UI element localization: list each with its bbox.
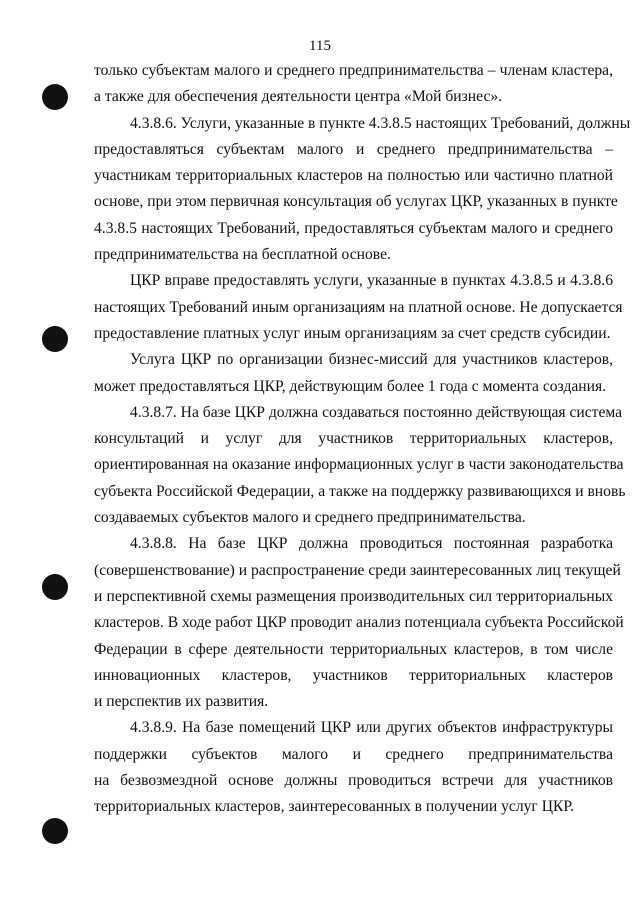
text-line: поддержки субъектов малого и среднего предпринимательства — [94, 745, 613, 763]
text-line: может предоставляться ЦКР, действующим более 1 года с момента создания. — [94, 377, 607, 395]
text-line: предпринимательства на бесплатной основе. — [94, 246, 391, 264]
text-line: территориальных кластеров, заинтересованных в получении услуг ЦКР. — [94, 798, 575, 816]
binder-hole-3 — [42, 574, 68, 600]
text-line: настоящих Требований иным организациям на платной основе. Не допускается — [94, 298, 623, 316]
text-line: 4.3.8.7. На базе ЦКР должна создаваться постоянно действующая система — [130, 403, 623, 421]
binder-hole-1 — [42, 84, 68, 110]
page-number: 115 — [309, 38, 331, 54]
text-line: субъекта Российской Федерации, а также на поддержку развивающихся и вновь — [94, 482, 626, 500]
text-line: предоставляться субъектам малого и среднего предпринимательства – — [94, 140, 613, 158]
text-line: ЦКР вправе предоставлять услуги, указанные в пунктах 4.3.8.5 и 4.3.8.6 — [130, 272, 613, 290]
text-line: 4.3.8.8. На базе ЦКР должна проводиться постоянная разработка — [130, 535, 613, 553]
text-line: Федерации в сфере деятельности территориальных кластеров, в том числе — [94, 640, 613, 658]
text-line: участникам территориальных кластеров на полностью или частично платной — [94, 167, 613, 185]
text-line: а также для обеспечения деятельности центра «Мой бизнес». — [94, 88, 503, 106]
text-line: 4.3.8.5 настоящих Требований, предоставляться субъектам малого и среднего — [94, 219, 613, 237]
document-body — [94, 58, 631, 821]
binder-hole-4 — [42, 818, 68, 844]
paragraph — [94, 400, 626, 531]
text-line: только субъектам малого и среднего предпринимательства – членам кластера, — [94, 62, 613, 79]
paragraph — [94, 347, 613, 400]
text-line: и перспектив их развития. — [94, 693, 269, 711]
text-line: ориентированная на оказание информационных услуг в части законодательства — [94, 456, 624, 474]
paragraph — [94, 111, 631, 269]
text-line: (совершенствование) и распространение среди заинтересованных лиц текущей — [94, 561, 621, 579]
text-line: основе, при этом первичная консультация об услугах ЦКР, указанных в пункте — [94, 193, 618, 211]
text-line: 4.3.8.6. Услуги, указанные в пункте 4.3.8.5 настоящих Требований, должны — [130, 114, 631, 132]
text-line: 4.3.8.9. На базе помещений ЦКР или других объектов инфраструктуры — [130, 719, 613, 737]
paragraph — [94, 715, 613, 820]
paragraph — [94, 58, 613, 111]
text-line: кластеров. В ходе работ ЦКР проводит анализ потенциала субъекта Российской — [94, 614, 624, 632]
text-line: инновационных кластеров, участников территориальных кластеров — [94, 666, 613, 684]
text-line: и перспективной схемы размещения производительных сил территориальных — [94, 587, 613, 605]
paragraph — [94, 268, 623, 347]
binder-hole-2 — [42, 326, 68, 352]
text-line: консультаций и услуг для участников территориальных кластеров, — [94, 430, 613, 448]
text-line: Услуга ЦКР по организации бизнес-миссий для участников кластеров, — [130, 351, 613, 369]
text-line: предоставление платных услуг иным организациям за счет средств субсидии. — [94, 324, 611, 342]
paragraph — [94, 531, 624, 715]
text-line: создаваемых субъектов малого и среднего предпринимательства. — [94, 509, 526, 527]
text-line: на безвозмездной основе должны проводиться встречи для участников — [94, 772, 613, 790]
